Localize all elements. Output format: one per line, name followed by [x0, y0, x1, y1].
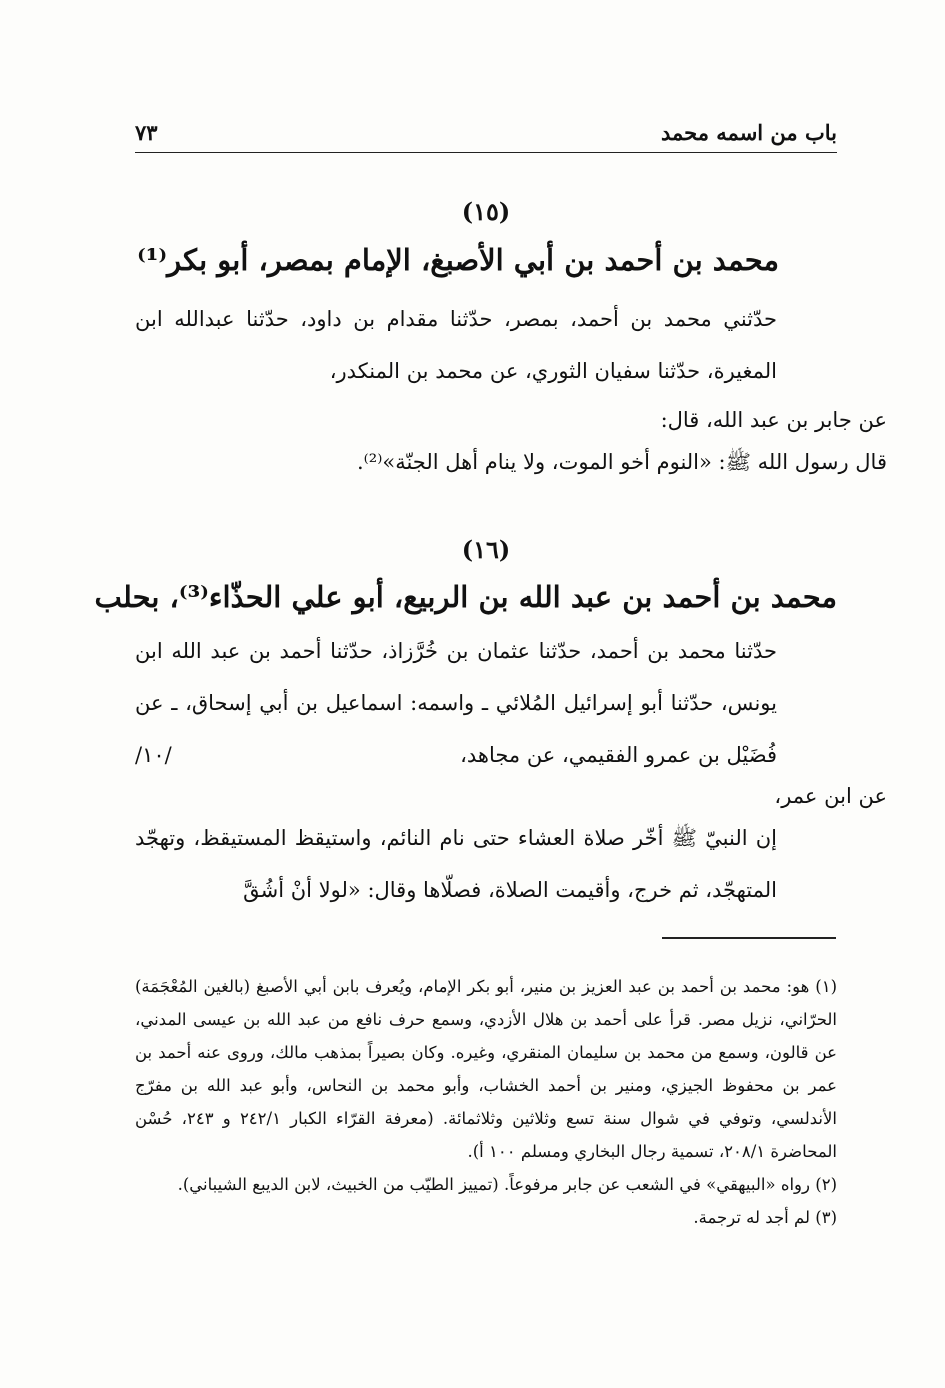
isnad-paragraph: [135, 293, 837, 397]
matn-line: قال رسول الله ﷺ: «النوم أخو الموت، ولا ينام أهل الجنّة»⁽²⁾.: [356, 450, 887, 474]
isnad-text: [135, 625, 837, 781]
running-header: [135, 118, 837, 150]
matn-text: إن النبيّ ﷺ أخّر صلاة العشاء حتى نام النائم، واستيقظ المستيقظ، وتهجّد المتهجّد، ثم خرج، وأقيمت الصلاة، فصلّاها وقال: «لولا أنْ أشُقَّ: [135, 826, 777, 902]
entry-heading: محمد بن أحمد بن عبد الله بن الربيع، أبو علي الحذّاء⁽³⁾، بحلب: [94, 580, 837, 614]
narrator-line: عن جابر بن عبد الله، قال:: [660, 408, 887, 432]
isnad-text-span: حدّثنا محمد بن أحمد، حدّثنا عثمان بن خُرَّزاذ، حدّثنا أحمد بن عبد الله ابن يونس، حدّثنا أبو إسرائيل المُلائي ـ واسمه: اسماعيل بن أبي إسحاق، ـ عن فُضَيْل بن عمرو الفقيمي، عن مجاهد،: [135, 639, 777, 767]
isnad-text: حدّثني محمد بن أحمد، بمصر، حدّثنا مقدام بن داود، حدّثنا عبدالله ابن المغيرة، حدّثنا سفيان الثوري، عن محمد بن المنكدر،: [135, 307, 777, 383]
chapter-title: باب من اسمه محمد: [661, 120, 837, 145]
matn-paragraph: [135, 812, 837, 916]
header-rule: [135, 152, 837, 153]
page-number: ٧٣: [135, 120, 158, 145]
footnotes: [135, 970, 837, 1234]
footnote-rule: [662, 937, 836, 939]
footnote: (١) هو: محمد بن أحمد بن عبد العزيز بن منير، أبو بكر الإمام، ويُعرف بابن أبي الأصبغ (بالغين المُعْجَمَة) الحرّاني، نزيل مصر. قرأ على أحمد بن هلال الأزدي، وسمع حرف نافع من عبد الله بن عيسى المدني، عن قالون، وسمع من محمد بن سليمان المنقري، وغيره. وكان بصيراً بمذهب مالك، وروى عنه أحمد بن عمر بن محفوظ الجيزي، ومنير بن أحمد الخشاب، وأبو محمد بن النحاس، وأبو عبد الله بن مفرّج الأندلسي، وتوفي في شوال سنة تسع وثلاثين وثلاثمائة. (معرفة القرّاء الكبار ٢٤٢/١ و ٢٤٣، حُسْن المحاضرة ٢٠٨/١، تسمية رجال البخاري ومسلم ١٠٠ أ).: [135, 977, 837, 1161]
narrator-line: عن ابن عمر،: [774, 784, 887, 808]
isnad-paragraph: [135, 625, 837, 781]
footnote: (٢) رواه «البيهقي» في الشعب عن جابر مرفوعاً. (تمييز الطيّب من الخبيث، لابن الديبع الشيباني).: [177, 1175, 837, 1194]
entry-number: (١٦): [461, 535, 511, 564]
margin-reference: /١٠/: [135, 743, 172, 767]
footnote: (٣) لم أجد له ترجمة.: [693, 1208, 837, 1227]
entry-number: (١٥): [461, 197, 511, 226]
entry-heading: محمد بن أحمد بن أبي الأصبغ، الإمام بمصر، أبو بكر⁽¹⁾: [137, 243, 779, 277]
